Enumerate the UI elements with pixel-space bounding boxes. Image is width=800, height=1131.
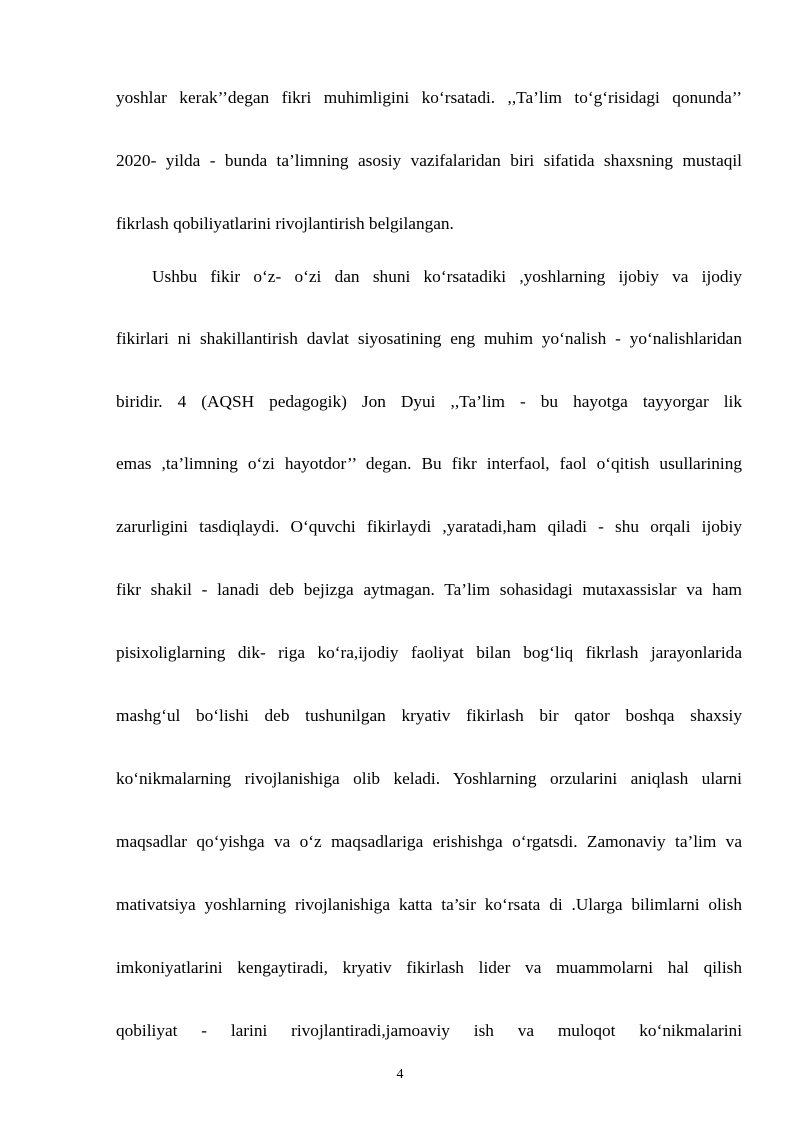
text-line-8: zarurligini tasdiqlaydi. O‘quvchi fikirlaydi ,yaratadi,ham qiladi - shu orqali ijobiy (116, 517, 742, 536)
page-number: 4 (396, 1067, 404, 1082)
text-line-13: maqsadlar qo‘yishga va o‘z maqsadlariga erishishga o‘rgatsdi. Zamonaviy ta’lim va (116, 832, 742, 851)
text-line-6: biridir. 4 (AQSH pedagogik) Jon Dyui ,,Ta’lim - bu hayotga tayyorgar lik (116, 392, 742, 411)
text-line-15: imkoniyatlarini kengaytiradi, kryativ fikirlash lider va muammolarni hal qilish (116, 958, 742, 977)
text-line-3: fikrlash qobiliyatlarini rivojlantirish belgilangan. (116, 214, 454, 233)
text-line-10: pisixoliglarning dik- riga ko‘ra,ijodiy faoliyat bilan bog‘liq fikrlash jarayonlarida (116, 643, 742, 662)
text-line-9: fikr shakil - lanadi deb bejizga aytmagan. Ta’lim sohasidagi mutaxassislar va ham (116, 580, 742, 599)
text-line-1: yoshlar kerak’’degan fikri muhimligini ko‘rsatadi. ,,Ta’lim to‘g‘risidagi qonunda’’ (116, 88, 742, 107)
text-line-5: fikirlari ni shakillantirish davlat siyosatining eng muhim yo‘nalish - yo‘nalishlaridan (116, 329, 742, 348)
text-line-16: qobiliyat - larini rivojlantiradi,jamoaviy ish va muloqot ko‘nikmalarini (116, 1021, 742, 1040)
text-line-4: Ushbu fikir o‘z- o‘zi dan shuni ko‘rsatadiki ,yoshlarning ijobiy va ijodiy (152, 267, 742, 286)
text-line-7: emas ,ta’limning o‘zi hayotdor’’ degan. Bu fikr interfaol, faol o‘qitish usullarining (116, 454, 742, 473)
text-line-14: mativatsiya yoshlarning rivojlanishiga katta ta’sir ko‘rsata di .Ularga bilimlarni olish (116, 895, 742, 914)
text-line-12: ko‘nikmalarning rivojlanishiga olib keladi. Yoshlarning orzularini aniqlash ularni (116, 769, 742, 788)
text-line-11: mashg‘ul bo‘lishi deb tushunilgan kryativ fikirlash bir qator boshqa shaxsiy (116, 706, 742, 725)
text-line-2: 2020- yilda - bunda ta’limning asosiy vazifalaridan biri sifatida shaxsning mustaqil (116, 151, 742, 170)
